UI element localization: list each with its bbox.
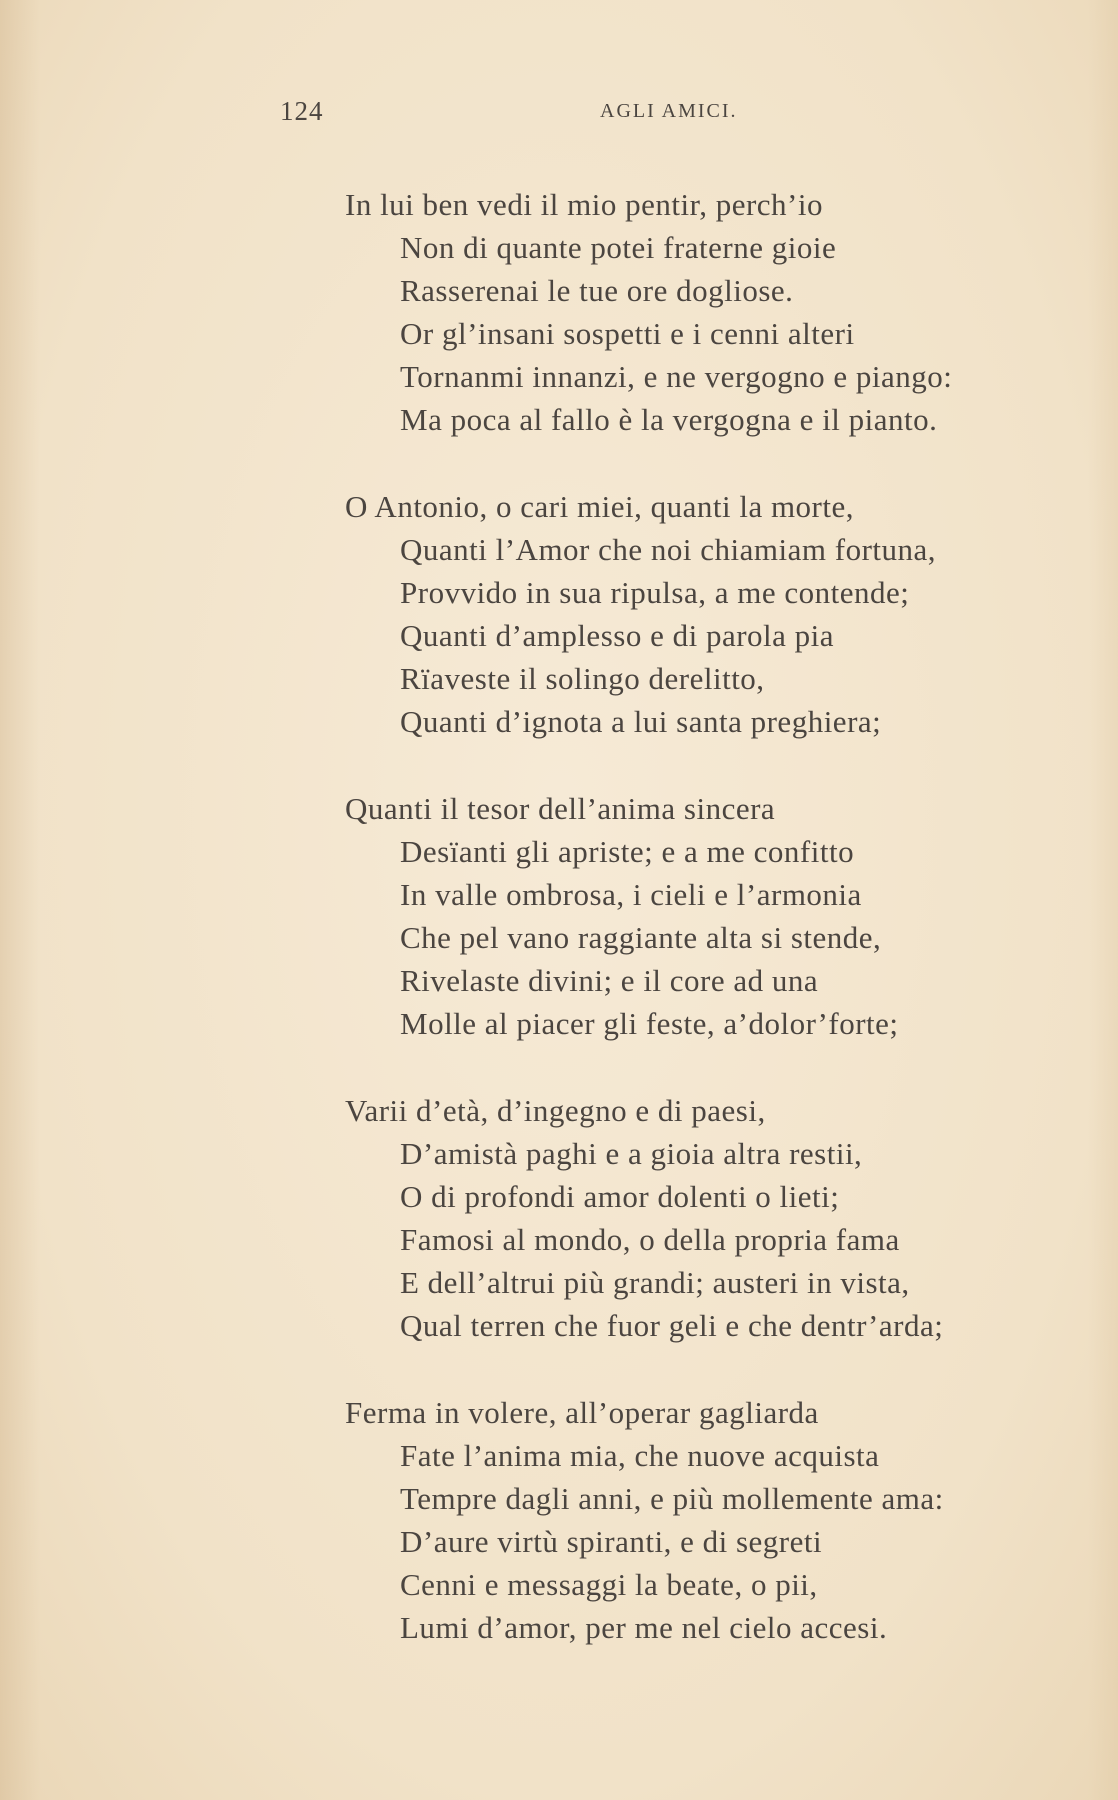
verse-line: O di profondi amor dolenti o lieti; bbox=[400, 1179, 840, 1214]
verse-line: Varii d’età, d’ingegno e di paesi, bbox=[345, 1093, 766, 1128]
page-header bbox=[280, 96, 880, 136]
stanza-5 bbox=[345, 1391, 1085, 1649]
stanza-3 bbox=[345, 787, 1085, 1045]
running-title: AGLI AMICI. bbox=[600, 100, 738, 122]
stanza-2 bbox=[345, 485, 1085, 743]
verse-line: D’amistà paghi e a gioia altra restii, bbox=[400, 1136, 863, 1171]
verse-line: Molle al piacer gli feste, a’dolor’forte; bbox=[400, 1006, 899, 1041]
verse-line: Cenni e messaggi la beate, o pii, bbox=[400, 1567, 818, 1602]
verse-line: Fate l’anima mia, che nuove acquista bbox=[400, 1438, 880, 1473]
verse-line: E dell’altrui più grandi; austeri in vista, bbox=[400, 1265, 910, 1300]
verse-line: Desïanti gli apriste; e a me confitto bbox=[400, 834, 855, 869]
verse-line: Ma poca al fallo è la vergogna e il pianto. bbox=[400, 402, 938, 437]
verse-line: Provvido in sua ripulsa, a me contende; bbox=[400, 575, 910, 610]
stanza-4 bbox=[345, 1089, 1085, 1347]
verse-line: O Antonio, o cari miei, quanti la morte, bbox=[345, 489, 855, 524]
verse-line: Quanti l’Amor che noi chiamiam fortuna, bbox=[400, 532, 937, 567]
verse-line: Tornanmi innanzi, e ne vergogno e piango: bbox=[400, 359, 953, 394]
verse-line: In lui ben vedi il mio pentir, perch’io bbox=[345, 187, 823, 222]
verse-line: Tempre dagli anni, e più mollemente ama: bbox=[400, 1481, 944, 1516]
verse-line: Famosi al mondo, o della propria fama bbox=[400, 1222, 900, 1257]
verse-line: Rïaveste il solingo derelitto, bbox=[400, 661, 765, 696]
verse-line: In valle ombrosa, i cieli e l’armonia bbox=[400, 877, 862, 912]
verse-line: Non di quante potei fraterne gioie bbox=[400, 230, 837, 265]
verse-line: Or gl’insani sospetti e i cenni alteri bbox=[400, 316, 855, 351]
page-number: 124 bbox=[280, 96, 324, 126]
verse-line: Qual terren che fuor geli e che dentr’arda; bbox=[400, 1308, 944, 1343]
verse-line: D’aure virtù spiranti, e di segreti bbox=[400, 1524, 823, 1559]
verse-line: Quanti d’ignota a lui santa preghiera; bbox=[400, 704, 882, 739]
verse-line: Quanti il tesor dell’anima sincera bbox=[345, 791, 776, 826]
verse-line: Lumi d’amor, per me nel cielo accesi. bbox=[400, 1610, 888, 1645]
verse-line: Quanti d’amplesso e di parola pia bbox=[400, 618, 835, 653]
verse-line: Che pel vano raggiante alta si stende, bbox=[400, 920, 882, 955]
verse-line: Rivelaste divini; e il core ad una bbox=[400, 963, 819, 998]
stanza-1 bbox=[345, 183, 1085, 441]
verse-line: Ferma in volere, all’operar gagliarda bbox=[345, 1395, 819, 1430]
verse-line: Rasserenai le tue ore dogliose. bbox=[400, 273, 794, 308]
poem bbox=[345, 183, 1085, 1693]
